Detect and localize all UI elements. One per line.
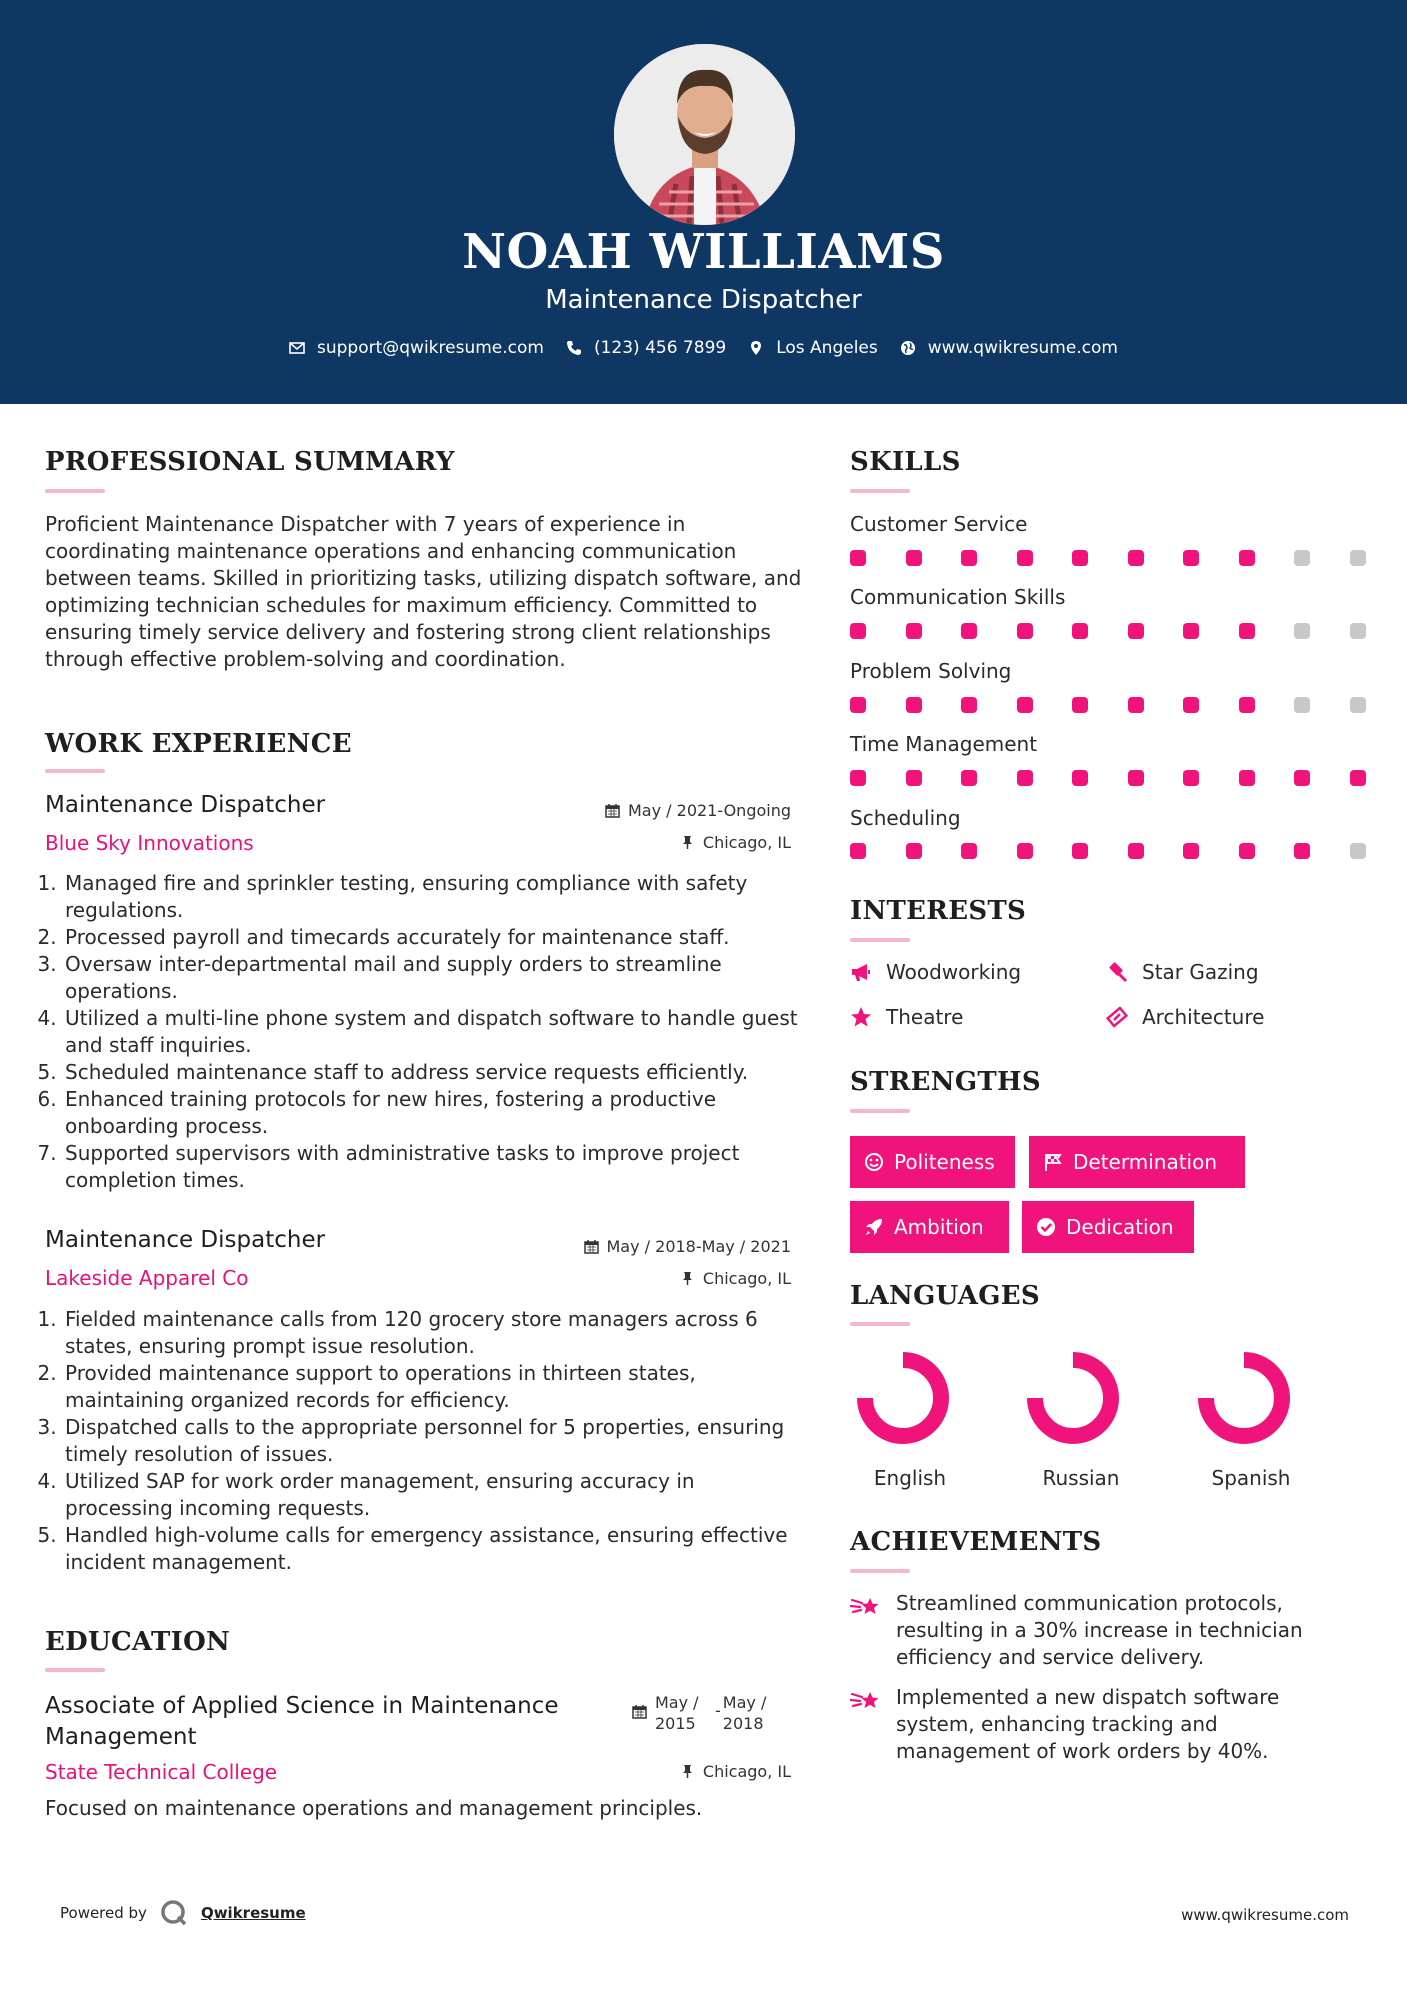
company-name: Lakeside Apparel Co (45, 1266, 249, 1290)
languages-heading: LANGUAGES (850, 1281, 1040, 1311)
rating-dot-filled (850, 770, 866, 786)
job-bullets (35, 1306, 805, 1576)
contact-bar (0, 338, 1407, 358)
rating-dot-filled (1072, 550, 1088, 566)
rating-dot-filled (1072, 697, 1088, 713)
rating-dot-empty (1350, 550, 1366, 566)
calendar-icon (584, 1239, 599, 1254)
education-underline (45, 1668, 105, 1672)
shooting-star-icon (850, 1592, 882, 1620)
contact-phone-text: (123) 456 7899 (593, 338, 727, 358)
rating-dot-filled (850, 623, 866, 639)
strength-tag (1029, 1136, 1245, 1188)
strength-tag (850, 1136, 1015, 1188)
interest-label: Architecture (1142, 1005, 1265, 1029)
list-item: 6. Enhanced training protocols for new hires, fostering a productive onboarding process. (63, 1086, 805, 1140)
rating-dot-empty (1350, 843, 1366, 859)
languages-underline (850, 1322, 910, 1326)
map-pin-icon (748, 340, 764, 356)
education-description: Focused on maintenance operations and management principles. (45, 1796, 703, 1820)
language-name: Russian (1042, 1466, 1120, 1490)
rating-dot-filled (961, 550, 977, 566)
degree-title: Associate of Applied Science in Maintenance Management (45, 1693, 559, 1750)
interest-item (850, 1005, 963, 1029)
powered-by (60, 1898, 306, 1928)
rating-dot-filled (1183, 843, 1199, 859)
pushpin-icon (680, 1764, 695, 1779)
rating-dot-filled (906, 550, 922, 566)
skill-name: Communication Skills (850, 585, 1066, 609)
experience-heading: WORK EXPERIENCE (45, 729, 352, 759)
achievement-text: Implemented a new dispatch software system, enhancing tracking and management of work orders by 40%. (896, 1685, 1280, 1763)
language-ring (1196, 1350, 1292, 1446)
list-item: 4. Utilized SAP for work order management, ensuring accuracy in processing incoming requests. (63, 1468, 805, 1522)
rating-dot-filled (1183, 550, 1199, 566)
rating-dot-filled (1239, 843, 1255, 859)
candidate-title: Maintenance Dispatcher (545, 285, 862, 315)
rating-dot-empty (1294, 623, 1310, 639)
achievement-item (850, 1684, 1330, 1765)
megaphone-icon (850, 961, 872, 983)
rating-dot-filled (906, 697, 922, 713)
qwikresume-link[interactable]: Qwikresume (200, 1904, 306, 1922)
rating-dot-filled (1017, 697, 1033, 713)
interest-item (1106, 1005, 1264, 1029)
job-location-text: Chicago, IL (702, 833, 791, 852)
interest-item (1106, 960, 1259, 984)
job-location-text: Chicago, IL (702, 1269, 791, 1288)
job-title: Maintenance Dispatcher (45, 1227, 326, 1253)
strengths-underline (850, 1109, 910, 1113)
language-level-arc (865, 1360, 941, 1436)
education-end: May / 2018 (722, 1693, 767, 1733)
rating-dot-filled (906, 843, 922, 859)
achievements-heading: ACHIEVEMENTS (850, 1527, 1102, 1557)
strength-label: Ambition (894, 1215, 984, 1239)
interest-label: Woodworking (886, 960, 1022, 984)
powered-by-label: Powered by (60, 1904, 147, 1922)
list-item: 3. Oversaw inter-departmental mail and supply orders to streamline operations. (63, 951, 805, 1005)
language-level-arc (1035, 1360, 1111, 1436)
rating-dot-empty (1350, 697, 1366, 713)
school-name: State Technical College (45, 1760, 278, 1784)
rating-dot-filled (961, 770, 977, 786)
smile-icon (864, 1152, 884, 1172)
rating-dot-filled (1128, 697, 1144, 713)
skill-rating (850, 550, 1370, 568)
job-dates-text: May / 2018-May / 2021 (606, 1237, 791, 1256)
job-dates (584, 1237, 792, 1256)
globe-icon (900, 340, 916, 356)
gavel-icon (1106, 961, 1128, 983)
language-name: English (873, 1466, 947, 1490)
contact-email[interactable] (289, 338, 544, 358)
language-name: Spanish (1211, 1466, 1291, 1490)
achievement-text: Streamlined communication protocols, resulting in a 30% increase in technician efficiency and service delivery. (896, 1591, 1303, 1669)
pushpin-icon (680, 1271, 695, 1286)
skill-name: Customer Service (850, 512, 1028, 536)
rating-dot-filled (1017, 843, 1033, 859)
strength-label: Dedication (1066, 1215, 1174, 1239)
language-ring (1025, 1350, 1121, 1446)
skills-heading: SKILLS (850, 447, 961, 477)
job-dates (605, 801, 791, 820)
strength-tag (1022, 1201, 1194, 1253)
rating-dot-filled (1072, 623, 1088, 639)
rating-dot-filled (1239, 770, 1255, 786)
rating-dot-filled (850, 697, 866, 713)
pushpin-icon (680, 835, 695, 850)
contact-website-text: www.qwikresume.com (927, 338, 1118, 358)
rating-dot-filled (1128, 843, 1144, 859)
contact-website[interactable] (900, 338, 1118, 358)
flag-icon (1043, 1152, 1063, 1172)
rating-dot-filled (1128, 623, 1144, 639)
list-item: 7. Supported supervisors with administrative tasks to improve project completion times. (63, 1140, 805, 1194)
interest-label: Star Gazing (1142, 960, 1259, 984)
skill-name: Scheduling (850, 806, 961, 830)
achievements-underline (850, 1569, 910, 1573)
footer-url[interactable]: www.qwikresume.com (1181, 1906, 1349, 1924)
skill-rating (850, 623, 1370, 641)
rating-dot-filled (1072, 843, 1088, 859)
list-item: 4. Utilized a multi-line phone system and dispatch software to handle guest and staff inquiries. (63, 1005, 805, 1059)
skill-rating (850, 843, 1370, 861)
rating-dot-filled (1017, 623, 1033, 639)
rating-dot-empty (1294, 697, 1310, 713)
rating-dot-filled (1183, 623, 1199, 639)
avatar (614, 44, 795, 225)
check-circle-icon (1036, 1217, 1056, 1237)
company-name: Blue Sky Innovations (45, 831, 254, 855)
skill-rating (850, 697, 1370, 715)
rating-dot-filled (1017, 550, 1033, 566)
calendar-icon (605, 803, 620, 818)
header (0, 0, 1407, 404)
date-separator: - (715, 1701, 721, 1720)
phone-icon (566, 340, 582, 356)
experience-underline (45, 769, 105, 773)
list-item: 5. Handled high-volume calls for emergency assistance, ensuring effective incident management. (63, 1522, 805, 1576)
ticket-icon (1106, 1006, 1128, 1028)
rating-dot-filled (906, 623, 922, 639)
skills-underline (850, 489, 910, 493)
rating-dot-filled (850, 550, 866, 566)
contact-location (748, 338, 878, 358)
skill-rating (850, 770, 1370, 788)
list-item: 1. Fielded maintenance calls from 120 grocery store managers across 6 states, ensuring prompt issue resolution. (63, 1306, 805, 1360)
skill-name: Problem Solving (850, 659, 1012, 683)
rating-dot-filled (1128, 770, 1144, 786)
education-dates (632, 1692, 775, 1734)
job-title: Maintenance Dispatcher (45, 792, 326, 818)
envelope-icon (289, 340, 305, 356)
list-item: 2. Processed payroll and timecards accurately for maintenance staff. (63, 924, 805, 951)
star-icon (850, 1006, 872, 1028)
rating-dot-filled (1183, 697, 1199, 713)
education-location-text: Chicago, IL (702, 1762, 791, 1781)
job-location (680, 833, 791, 852)
list-item: 5. Scheduled maintenance staff to address service requests efficiently. (63, 1059, 805, 1086)
interest-label: Theatre (886, 1005, 964, 1029)
summary-text: Proficient Maintenance Dispatcher with 7 years of experience in coordinating maintenance operations and enhancing communication between teams. Skilled in prioritizing tasks, utilizing dispatch software, and optimizing technician schedules for maximum efficiency. Committed to ensuring timely service delivery and fostering strong client relationships through effective problem-solving and coordination. (45, 512, 802, 671)
rating-dot-empty (1294, 550, 1310, 566)
calendar-icon (632, 1704, 647, 1719)
interests-underline (850, 938, 910, 942)
education-location (680, 1762, 791, 1781)
list-item: 2. Provided maintenance support to operations in thirteen states, maintaining organized records for efficiency. (63, 1360, 805, 1414)
contact-location-text: Los Angeles (776, 338, 878, 358)
rating-dot-filled (850, 843, 866, 859)
qwikresume-logo-icon (159, 1898, 189, 1928)
contact-phone[interactable] (566, 338, 726, 358)
strength-tag (850, 1201, 1009, 1253)
education-start: May / 2015 (655, 1693, 699, 1733)
strength-label: Politeness (894, 1150, 995, 1174)
summary-heading: PROFESSIONAL SUMMARY (45, 447, 455, 477)
strength-label: Determination (1073, 1150, 1218, 1174)
education-heading: EDUCATION (45, 1627, 231, 1657)
rating-dot-filled (1294, 770, 1310, 786)
job-location (680, 1269, 791, 1288)
list-item: 3. Dispatched calls to the appropriate personnel for 5 properties, ensuring timely resolution of issues. (63, 1414, 805, 1468)
rating-dot-filled (1239, 697, 1255, 713)
shooting-star-icon (850, 1686, 882, 1714)
job-dates-text: May / 2021-Ongoing (628, 801, 791, 820)
rocket-icon (864, 1217, 884, 1237)
strengths-heading: STRENGTHS (850, 1067, 1041, 1097)
rating-dot-filled (906, 770, 922, 786)
rating-dot-filled (1072, 770, 1088, 786)
list-item: 1. Managed fire and sprinkler testing, ensuring compliance with safety regulations. (63, 870, 805, 924)
rating-dot-filled (1183, 770, 1199, 786)
candidate-name: NOAH WILLIAMS (462, 224, 945, 280)
summary-underline (45, 489, 105, 493)
interest-item (850, 960, 1021, 984)
rating-dot-filled (1128, 550, 1144, 566)
rating-dot-filled (1239, 550, 1255, 566)
interests-heading: INTERESTS (850, 896, 1027, 926)
contact-email-text: support@qwikresume.com (317, 338, 544, 358)
rating-dot-filled (961, 843, 977, 859)
rating-dot-filled (1017, 770, 1033, 786)
rating-dot-filled (1350, 770, 1366, 786)
rating-dot-filled (961, 697, 977, 713)
rating-dot-filled (1294, 843, 1310, 859)
language-level-arc (1206, 1360, 1282, 1436)
rating-dot-filled (1239, 623, 1255, 639)
skill-name: Time Management (850, 732, 1038, 756)
language-ring (855, 1350, 951, 1446)
rating-dot-empty (1350, 623, 1366, 639)
achievement-item (850, 1590, 1330, 1671)
job-bullets (35, 870, 805, 1194)
rating-dot-filled (961, 623, 977, 639)
